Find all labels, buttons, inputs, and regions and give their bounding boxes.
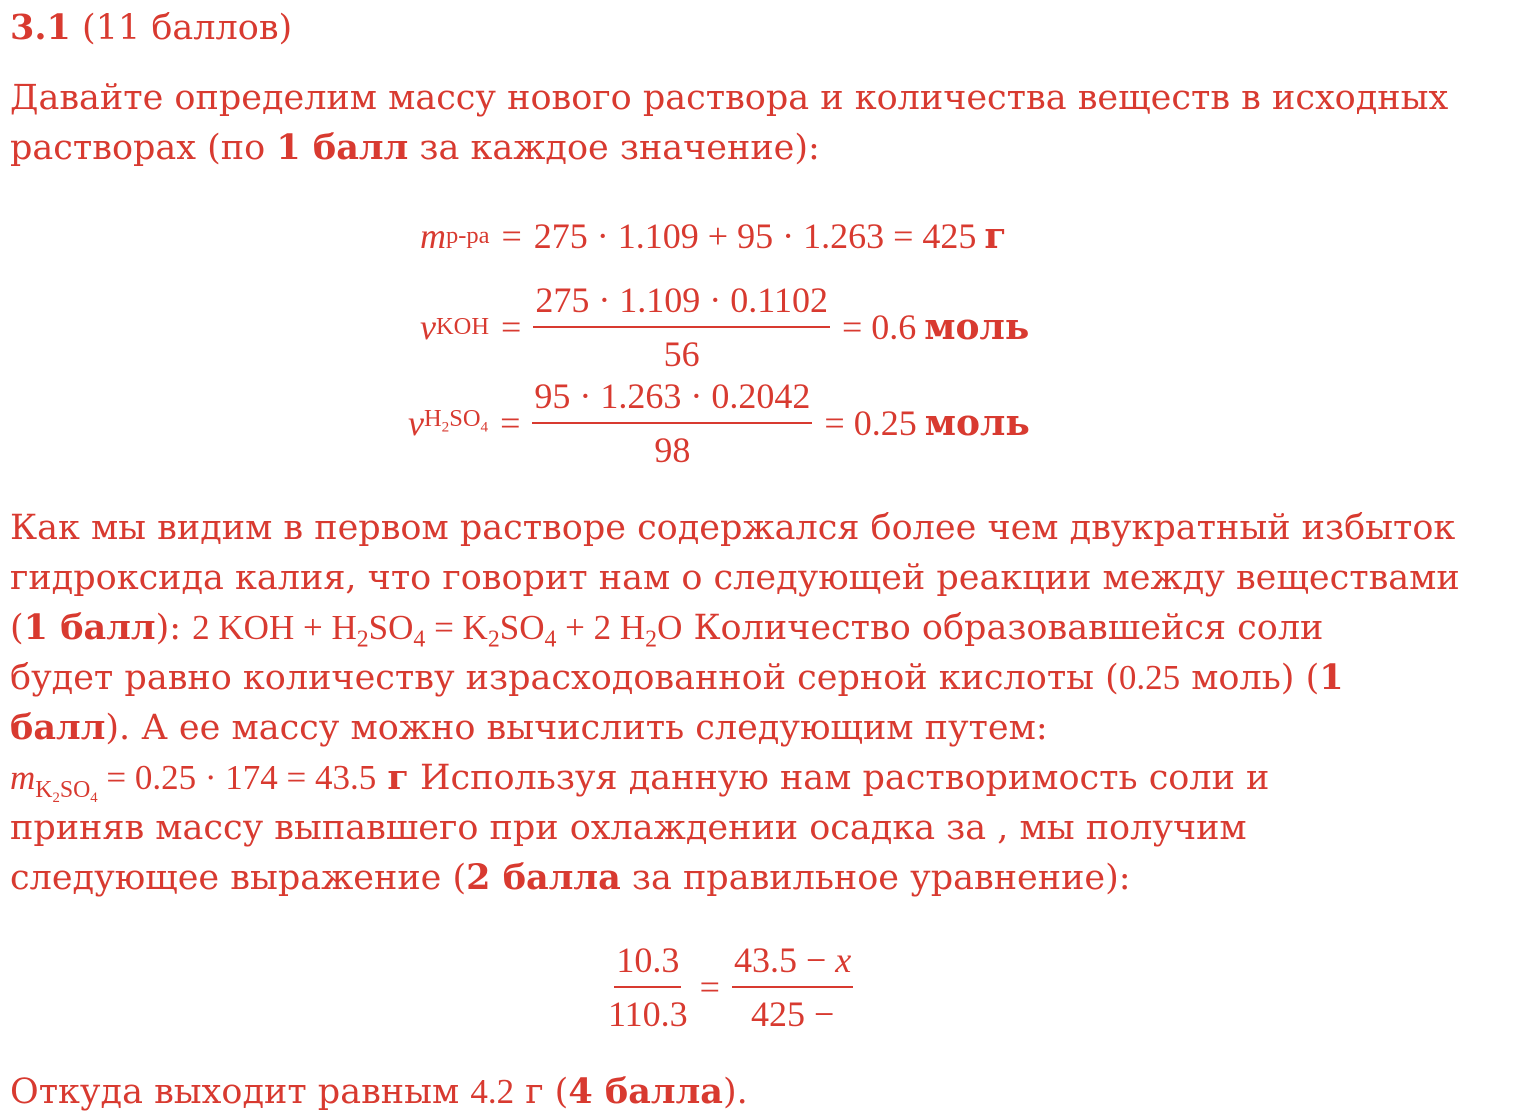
eq4-equals: = bbox=[699, 967, 720, 1007]
eq4-right-numerator: 43.5 − x bbox=[732, 938, 853, 988]
eq1-equals: = bbox=[501, 216, 522, 256]
acid-amount-value: 0.25 bbox=[1118, 658, 1181, 697]
eq2-denominator: 56 bbox=[663, 334, 700, 374]
intro-text-a: Давайте определим массу нового раствора и количества веществ в исходных bbox=[10, 78, 1449, 118]
intro-paragraph bbox=[10, 73, 1448, 173]
eq1-expression: 275 · 1.109 + 95 · 1.263 = 425 bbox=[533, 216, 977, 256]
equation-h2so4-amount bbox=[408, 374, 1030, 472]
equation-koh-amount: ν KOH = $\frac{275 \cdot 1.109 \cdot 0.1102}{56}$ = 0.6 моль bbox=[420, 280, 1030, 374]
eq3-fraction bbox=[532, 374, 812, 472]
intro-line-2 bbox=[10, 123, 1448, 173]
para2-line-2: гидроксида калия, что говорит нам о следующей реакции между веществами bbox=[10, 558, 1460, 598]
eq3-subscript: $H_2SO_4$ bbox=[423, 404, 489, 436]
eq3-numerator: 95 · 1.263 · 0.2042 bbox=[532, 374, 812, 424]
eq4-left-numerator: 10.3 bbox=[614, 938, 681, 988]
intro-line-1 bbox=[10, 73, 1448, 123]
eq2-equals: = bbox=[501, 307, 522, 347]
salt-mass-variable: m bbox=[10, 758, 36, 797]
eq2-unit: моль bbox=[924, 306, 1030, 348]
eq3-variable: ν bbox=[408, 403, 424, 443]
para2-bold-points-1: 1 балл bbox=[23, 607, 156, 648]
eq4-left-fraction bbox=[608, 938, 688, 1036]
salt-mass-subscript: K2SO4 bbox=[35, 776, 98, 806]
eq2-fraction bbox=[533, 278, 830, 376]
task-number: 3.1 bbox=[10, 7, 71, 48]
equation-solution-mass: m р-ра = 275 · 1.109 + 95 · 1.263 = 425 г bbox=[420, 215, 1007, 257]
task-points: (11 баллов) bbox=[82, 8, 293, 48]
para2-bold-points-2: 1 bbox=[1319, 657, 1344, 698]
task-heading bbox=[10, 3, 292, 53]
eq3-denominator: 98 bbox=[654, 430, 691, 470]
eq2-variable: ν bbox=[420, 307, 436, 347]
eq3-result: = 0.25 bbox=[824, 403, 917, 443]
reaction-paragraph bbox=[10, 503, 1460, 903]
final-line: Откуда выходит равным 4.2 г (4 балла). bbox=[10, 1071, 748, 1112]
intro-text-b: растворах (по bbox=[10, 128, 277, 168]
eq4-right-fraction bbox=[732, 938, 853, 1036]
intro-bold-points: 1 балл bbox=[276, 127, 409, 168]
final-bold-points: 4 балла bbox=[568, 1071, 723, 1112]
equation-solubility bbox=[608, 938, 865, 1036]
eq1-unit: г bbox=[984, 215, 1007, 257]
eq2-numerator: 275 · 1.109 · 0.1102 bbox=[533, 278, 830, 328]
para2-line-6: $m_{K_2SO_4} = 0.25 \cdot 174 = 43.5$ г Используя данную нам растворимость соли и bbox=[10, 757, 1270, 806]
para2-line-5: балл). А ее массу можно вычислить следующим путем: bbox=[10, 707, 1048, 748]
eq4-right-denominator: 425 − bbox=[750, 994, 835, 1034]
eq2-result: = 0.6 bbox=[841, 307, 917, 347]
para2-line-7: приняв массу выпавшего при охлаждении осадка за , мы получим bbox=[10, 808, 1247, 848]
final-value: 4.2 bbox=[470, 1072, 515, 1111]
para2-line-4: будет равно количеству израсходованной серной кислоты (0.25 моль) (1 bbox=[10, 657, 1344, 698]
eq1-variable: m bbox=[420, 216, 446, 256]
para2-line-1: Как мы видим в первом растворе содержался более чем двукратный избыток bbox=[10, 508, 1456, 548]
eq4-left-denominator: 110.3 bbox=[608, 994, 688, 1034]
eq3-equals: = bbox=[500, 403, 521, 443]
reaction-equation: 2 KOH + $H_2SO_4 = K_2SO_4 + 2$ $H_2O$ bbox=[192, 608, 683, 653]
eq3-unit: моль bbox=[924, 402, 1030, 444]
salt-mass-expression: = 0.25 · 174 = 43.5 bbox=[97, 758, 377, 797]
para2-line-8: следующее выражение (2 балла за правильное уравнение): bbox=[10, 857, 1131, 898]
intro-text-c: за каждое значение): bbox=[408, 128, 820, 168]
para2-line-3: (1 балл): 2 KOH + $H_2SO_4 = K_2SO_4 + 2$ $H_2O$ Количество образовавшейся соли bbox=[10, 607, 1324, 653]
para2-bold-points-3: 2 балла bbox=[466, 857, 621, 898]
